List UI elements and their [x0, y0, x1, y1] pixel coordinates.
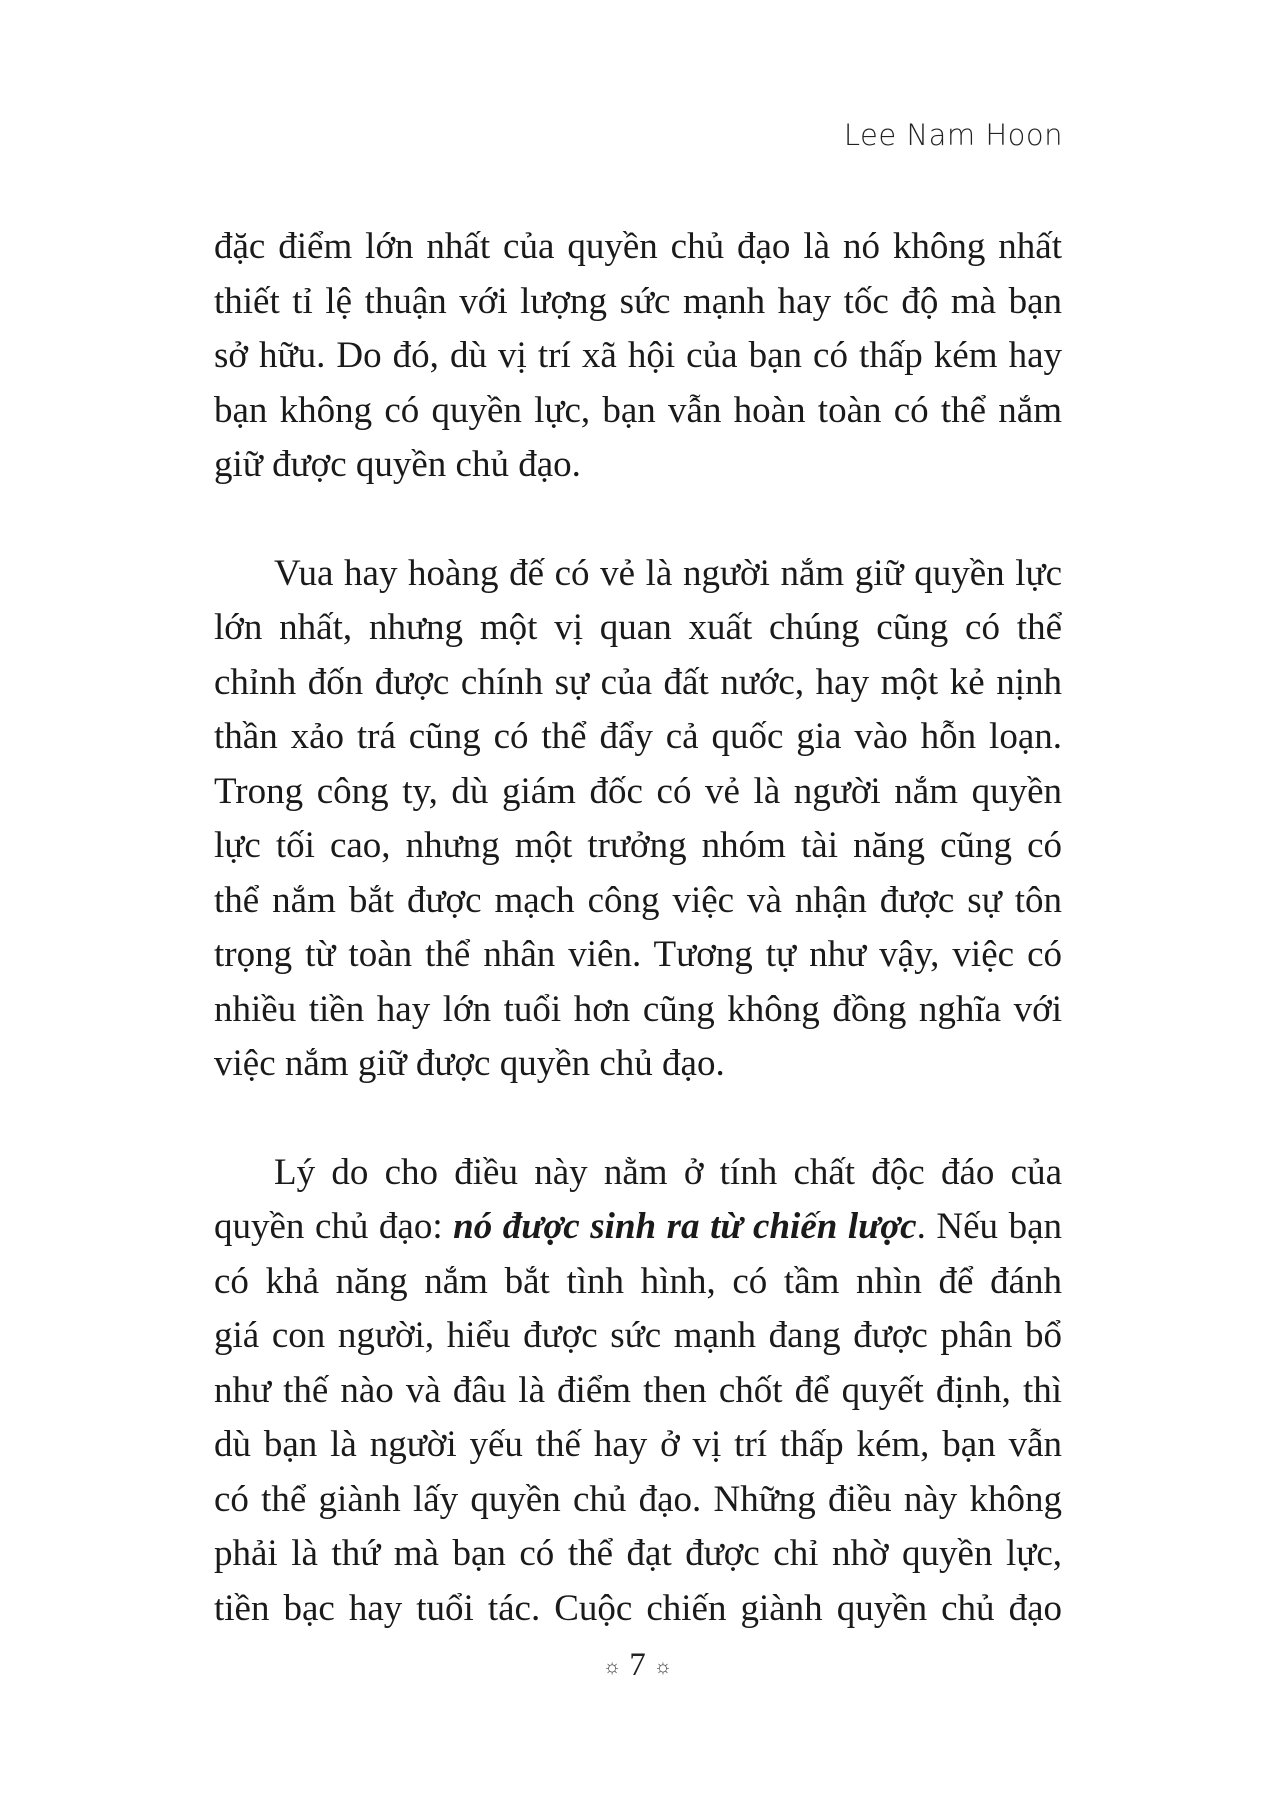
text-line: có khả năng nắm bắt tình hình, có tầm nhìn để đánh — [214, 1260, 1062, 1302]
text-run: . Nếu bạn — [916, 1206, 1062, 1247]
text-line: Trong công ty, dù giám đốc có vẻ là người nắm quyền — [214, 770, 1062, 812]
sun-ornament-icon: ☼ — [602, 1655, 622, 1678]
text-line: thiết tỉ lệ thuận với lượng sức mạnh hay tốc độ mà bạn — [214, 280, 1062, 322]
text-line: thể nắm bắt được mạch công việc và nhận được sự tôn — [214, 879, 1062, 921]
page-number: 7 — [629, 1647, 646, 1683]
text-line: việc nắm giữ được quyền chủ đạo. — [214, 1043, 725, 1084]
text-line: dù bạn là người yếu thế hay ở vị trí thấp kém, bạn vẫn — [214, 1424, 1062, 1465]
paragraph-3 — [214, 1146, 1062, 1637]
sun-ornament-icon: ☼ — [653, 1655, 673, 1678]
text-line: Vua hay hoàng đế có vẻ là người nắm giữ quyền lực — [274, 552, 1062, 594]
paragraph-2 — [214, 547, 1062, 1092]
text-line: sở hữu. Do đó, dù vị trí xã hội của bạn có thấp kém hay — [214, 335, 1062, 376]
page-footer — [0, 1647, 1275, 1684]
text-line: giá con người, hiểu được sức mạnh đang được phân bổ — [214, 1315, 1062, 1356]
text-line: thần xảo trá cũng có thể đẩy cả quốc gia vào hỗn loạn. — [214, 716, 1062, 757]
text-line: phải là thứ mà bạn có thể đạt được chỉ nhờ quyền lực, — [214, 1533, 1062, 1574]
text-line: tiền bạc hay tuổi tác. Cuộc chiến giành quyền chủ đạo — [214, 1587, 1062, 1629]
text-line: chỉnh đốn được chính sự của đất nước, hay một kẻ nịnh — [214, 661, 1062, 703]
paragraph-1 — [214, 220, 1062, 493]
text-line: như thế nào và đâu là điểm then chốt để quyết định, thì — [214, 1369, 1062, 1411]
text-line: đặc điểm lớn nhất của quyền chủ đạo là nó không nhất — [214, 226, 1062, 267]
body-text — [214, 220, 1062, 1690]
text-line: bạn không có quyền lực, bạn vẫn hoàn toàn có thể nắm — [214, 389, 1062, 431]
text-run: quyền chủ đạo: — [214, 1206, 454, 1247]
text-line: lớn nhất, nhưng một vị quan xuất chúng cũng có thể — [214, 607, 1062, 648]
text-line: giữ được quyền chủ đạo. — [214, 444, 581, 485]
text-line: trọng từ toàn thể nhân viên. Tương tự như vậy, việc có — [214, 934, 1062, 975]
text-line: lực tối cao, nhưng một trưởng nhóm tài năng cũng có — [214, 825, 1062, 866]
running-header-author: Lee Nam Hoon — [843, 118, 1063, 152]
text-line: có thể giành lấy quyền chủ đạo. Những điều này không — [214, 1478, 1062, 1520]
text-line — [214, 1200, 1062, 1255]
text-line: nhiều tiền hay lớn tuổi hơn cũng không đồng nghĩa với — [214, 988, 1062, 1030]
emphasized-phrase: nó được sinh ra từ chiến lược — [453, 1206, 917, 1247]
text-line: Lý do cho điều này nằm ở tính chất độc đáo của — [274, 1151, 1062, 1193]
